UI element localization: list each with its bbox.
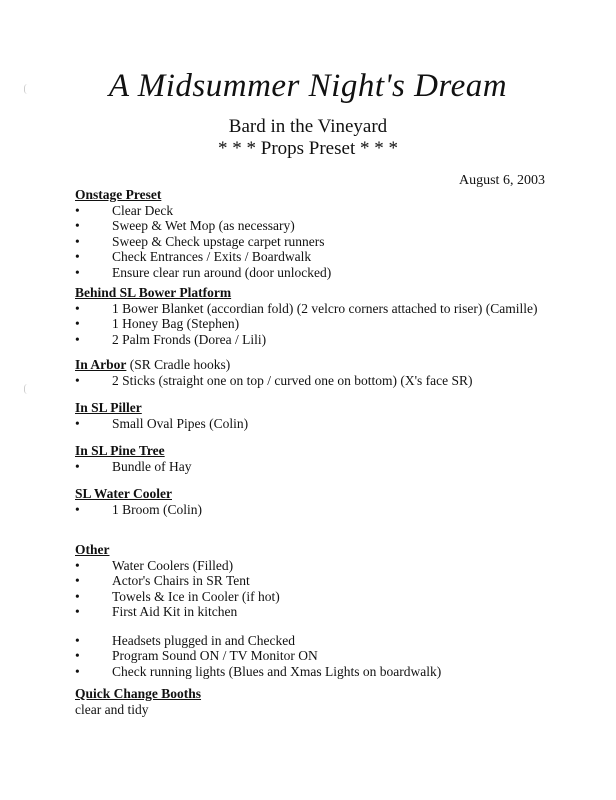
section-heading: Other — [75, 542, 110, 557]
document-date: August 6, 2003 — [459, 173, 545, 188]
section-heading-line — [75, 357, 595, 373]
list-item: • Sweep & Check upstage carpet runners — [75, 233, 325, 249]
list-item: • Check Entrances / Exits / Boardwalk — [75, 249, 312, 264]
bullet-icon: • — [75, 415, 80, 431]
bullet-icon: • — [75, 458, 80, 474]
bullet-icon: • — [75, 663, 80, 679]
list-item: • Ensure clear run around (door unlocked) — [75, 264, 332, 280]
bullet-icon: • — [75, 588, 80, 604]
section-behind-sl-bower-platform — [75, 285, 595, 347]
page-title: A Midsummer Night's Dream — [108, 68, 508, 104]
bullet-icon: • — [75, 604, 80, 619]
section-heading: SL Water Cooler — [75, 486, 172, 501]
list-item: • Actor's Chairs in SR Tent — [75, 573, 250, 588]
spacer — [75, 620, 595, 633]
item-list — [75, 459, 595, 475]
item-list — [75, 502, 595, 518]
bullet-icon: • — [75, 249, 80, 264]
bullet-icon: • — [75, 202, 80, 218]
bullet-icon: • — [75, 331, 80, 347]
item-list — [75, 416, 595, 432]
list-item: • Program Sound ON / TV Monitor ON — [75, 648, 318, 663]
bullet-icon: • — [75, 573, 80, 588]
section-heading-note: (SR Cradle hooks) — [126, 357, 231, 372]
list-item: • Sweep & Wet Mop (as necessary) — [75, 218, 295, 233]
list-item: • 2 Sticks (straight one on top / curved one on bottom) (X's face SR) — [75, 372, 473, 388]
bullet-icon: • — [75, 557, 80, 573]
item-list — [75, 558, 595, 620]
subtitle-props-preset: * * * Props Preset * * * — [218, 138, 398, 159]
list-item: • Check running lights (Blues and Xmas Lights on boardwalk) — [75, 663, 442, 679]
section-text: clear and tidy — [75, 701, 149, 717]
bullet-icon: • — [75, 300, 80, 316]
section-sl-water-cooler — [75, 486, 595, 517]
item-list — [75, 633, 595, 680]
list-item: • Clear Deck — [75, 202, 174, 218]
list-item: • 1 Broom (Colin) — [75, 501, 202, 517]
section-heading: In Arbor — [75, 357, 127, 372]
list-item: • 1 Bower Blanket (accordian fold) (2 velcro corners attached to riser) (Camille) — [75, 300, 538, 316]
list-item: • Water Coolers (Filled) — [75, 557, 234, 573]
bullet-icon: • — [75, 233, 80, 249]
section-in-sl-pine-tree — [75, 443, 595, 474]
section-heading: Behind SL Bower Platform — [75, 285, 232, 300]
bullet-icon: • — [75, 632, 80, 648]
bullet-icon: • — [75, 264, 80, 280]
section-other — [75, 542, 595, 679]
section-heading: In SL Piller — [75, 400, 142, 415]
bullet-icon: • — [75, 501, 80, 517]
section-heading: In SL Pine Tree — [75, 443, 165, 458]
section-in-arbor — [75, 357, 595, 388]
subtitle-venue: Bard in the Vineyard — [228, 116, 388, 137]
section-heading: Onstage Preset — [75, 187, 162, 202]
section-in-sl-piller — [75, 400, 595, 431]
list-item: • Small Oval Pipes (Colin) — [75, 415, 249, 431]
item-list — [75, 301, 595, 348]
list-item: • 2 Palm Fronds (Dorea / Lili) — [75, 331, 267, 347]
list-item: • First Aid Kit in kitchen — [75, 604, 238, 619]
bullet-icon: • — [75, 372, 80, 388]
margin-mark — [24, 384, 31, 394]
bullet-icon: • — [75, 218, 80, 233]
list-item: • Towels & Ice in Cooler (if hot) — [75, 588, 280, 604]
list-item: • Bundle of Hay — [75, 458, 192, 474]
bullet-icon: • — [75, 648, 80, 663]
item-list — [75, 373, 595, 389]
list-item: • 1 Honey Bag (Stephen) — [75, 316, 240, 331]
section-quick-change-booths — [75, 686, 595, 717]
bullet-icon: • — [75, 316, 80, 331]
item-list — [75, 203, 595, 281]
list-item: • Headsets plugged in and Checked — [75, 632, 295, 648]
section-onstage-preset — [75, 187, 595, 280]
section-heading: Quick Change Booths — [75, 686, 202, 701]
